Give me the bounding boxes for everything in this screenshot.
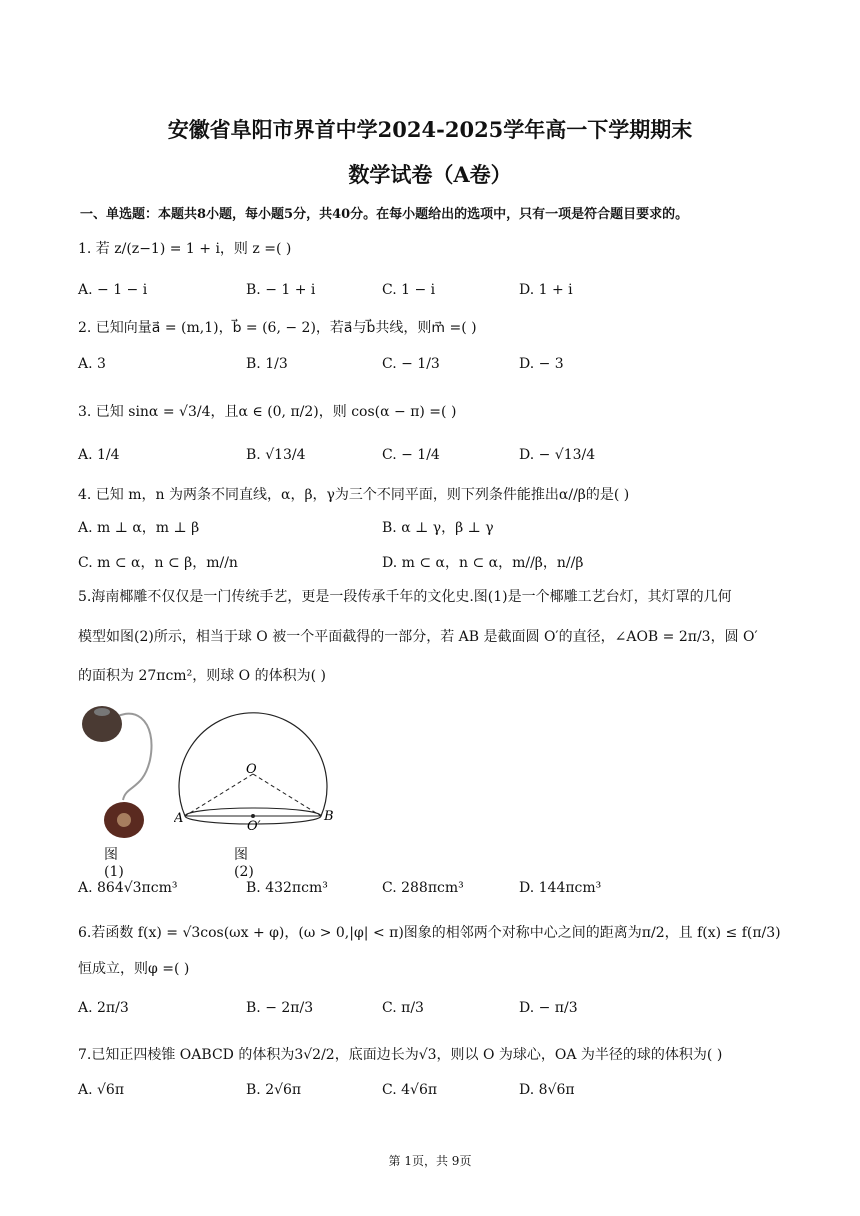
question-2-option-d: D. − 3	[519, 356, 564, 372]
label-o-prime: O′	[247, 819, 261, 834]
segment-oa	[185, 774, 253, 816]
question-6-text-line1: 若函数 f(x) = √3cos(ωx + φ)，(ω > 0,|φ| < π)图象的相邻两个对称中心之间的距离为π/2，且 f(x) ≤ f(π/3)	[91, 925, 781, 941]
page-footer: 第 1页，共 9页	[388, 1154, 472, 1168]
section-heading: 一、单选题：本题共8小题，每小题5分，共40分。在每小题给出的选项中，只有一项是符合题目要求的。	[80, 207, 689, 222]
question-5-number: 5.	[78, 589, 92, 605]
question-2-stem: 2. 已知向量a⃗ = (m,1)，b⃗ = (6, − 2)，若a⃗与b⃗共线，则m⃗ =( )	[78, 320, 477, 336]
question-4-option-d: D. m ⊂ α，n ⊂ α，m//β，n//β	[382, 555, 584, 571]
label-a: A	[174, 811, 184, 826]
question-5-stem-line3: 的面积为 27πcm²，则球 O 的体积为( )	[78, 668, 326, 684]
question-6-option-c: C. π/3	[382, 1000, 424, 1016]
question-1-stem: 1. 若 z/(z−1) = 1 + i，则 z =( )	[78, 241, 292, 257]
question-6-option-b: B. − 2π/3	[246, 1000, 314, 1016]
figure-2-caption: 图(2)	[234, 847, 254, 880]
lamp-base-carving	[117, 813, 131, 827]
question-3-option-c: C. − 1/4	[382, 447, 440, 463]
question-4-stem: 4. 已知 m，n 为两条不同直线，α，β，γ为三个不同平面，则下列条件能推出α//β的是( )	[78, 487, 630, 503]
figure-1-caption: 图(1)	[104, 847, 124, 880]
question-6-option-d: D. − π/3	[519, 1000, 578, 1016]
question-3-stem: 3. 已知 sinα = √3/4，且α ∈ (0, π/2)，则 cos(α − π) =( )	[78, 404, 457, 420]
question-4-option-b: B. α ⊥ γ，β ⊥ γ	[382, 520, 494, 536]
question-5-stem-line2: 模型如图(2)所示，相当于球 O 被一个平面截得的一部分，若 AB 是截面圆 O′的直径，∠AOB = 2π/3，圆 O′	[78, 629, 758, 645]
question-7-option-a: A. √6π	[78, 1082, 125, 1098]
question-2-option-a: A. 3	[78, 356, 106, 372]
question-5-option-a: A. 864√3πcm³	[78, 880, 178, 896]
question-5-text-line1: 海南椰雕不仅仅是一门传统手艺，更是一段传承千年的文化史.图(1)是一个椰雕工艺台灯，其灯罩的几何	[91, 589, 732, 605]
center-o-prime-dot	[251, 814, 255, 818]
question-1-option-a: A. − 1 − i	[78, 282, 148, 298]
question-7-option-d: D. 8√6π	[519, 1082, 575, 1098]
lamp-top-cap	[94, 708, 110, 716]
question-3-option-b: B. √13/4	[246, 447, 306, 463]
question-4-option-a: A. m ⊥ α，m ⊥ β	[78, 520, 200, 536]
question-7-option-c: C. 4√6π	[382, 1082, 438, 1098]
question-2-option-c: C. − 1/3	[382, 356, 440, 372]
question-7-text: 已知正四棱锥 OABCD 的体积为3√2/2，底面边长为√3，则以 O 为球心，OA 为半径的球的体积为( )	[91, 1047, 723, 1063]
question-7-stem	[78, 1044, 722, 1064]
question-1-option-d: D. 1 + i	[519, 282, 573, 298]
question-5-option-b: B. 432πcm³	[246, 880, 328, 896]
segment-ob	[253, 774, 321, 816]
question-2-option-b: B. 1/3	[246, 356, 288, 372]
label-o: O	[246, 762, 257, 777]
question-5-option-c: C. 288πcm³	[382, 880, 464, 896]
question-3-option-d: D. − √13/4	[519, 447, 596, 463]
question-5-option-d: D. 144πcm³	[519, 880, 602, 896]
sphere-diagram	[174, 700, 364, 840]
question-6-stem-line1	[78, 922, 781, 942]
question-6-option-a: A. 2π/3	[78, 1000, 129, 1016]
label-b: B	[324, 809, 334, 824]
question-5-stem-line1	[78, 586, 732, 606]
question-6-number: 6.	[78, 925, 92, 941]
exam-title-line1: 安徽省阜阳市界首中学2024-2025学年高一下学期期末	[167, 117, 693, 142]
question-7-option-b: B. 2√6π	[246, 1082, 302, 1098]
question-1-option-b: B. − 1 + i	[246, 282, 316, 298]
question-3-option-a: A. 1/4	[78, 447, 120, 463]
question-4-option-c: C. m ⊂ α，n ⊂ β，m//n	[78, 555, 238, 571]
exam-title-line2: 数学试卷（A卷）	[348, 162, 512, 187]
question-7-number: 7.	[78, 1047, 92, 1063]
question-1-option-c: C. 1 − i	[382, 282, 436, 298]
question-6-stem-line2: 恒成立，则φ =( )	[78, 961, 190, 977]
